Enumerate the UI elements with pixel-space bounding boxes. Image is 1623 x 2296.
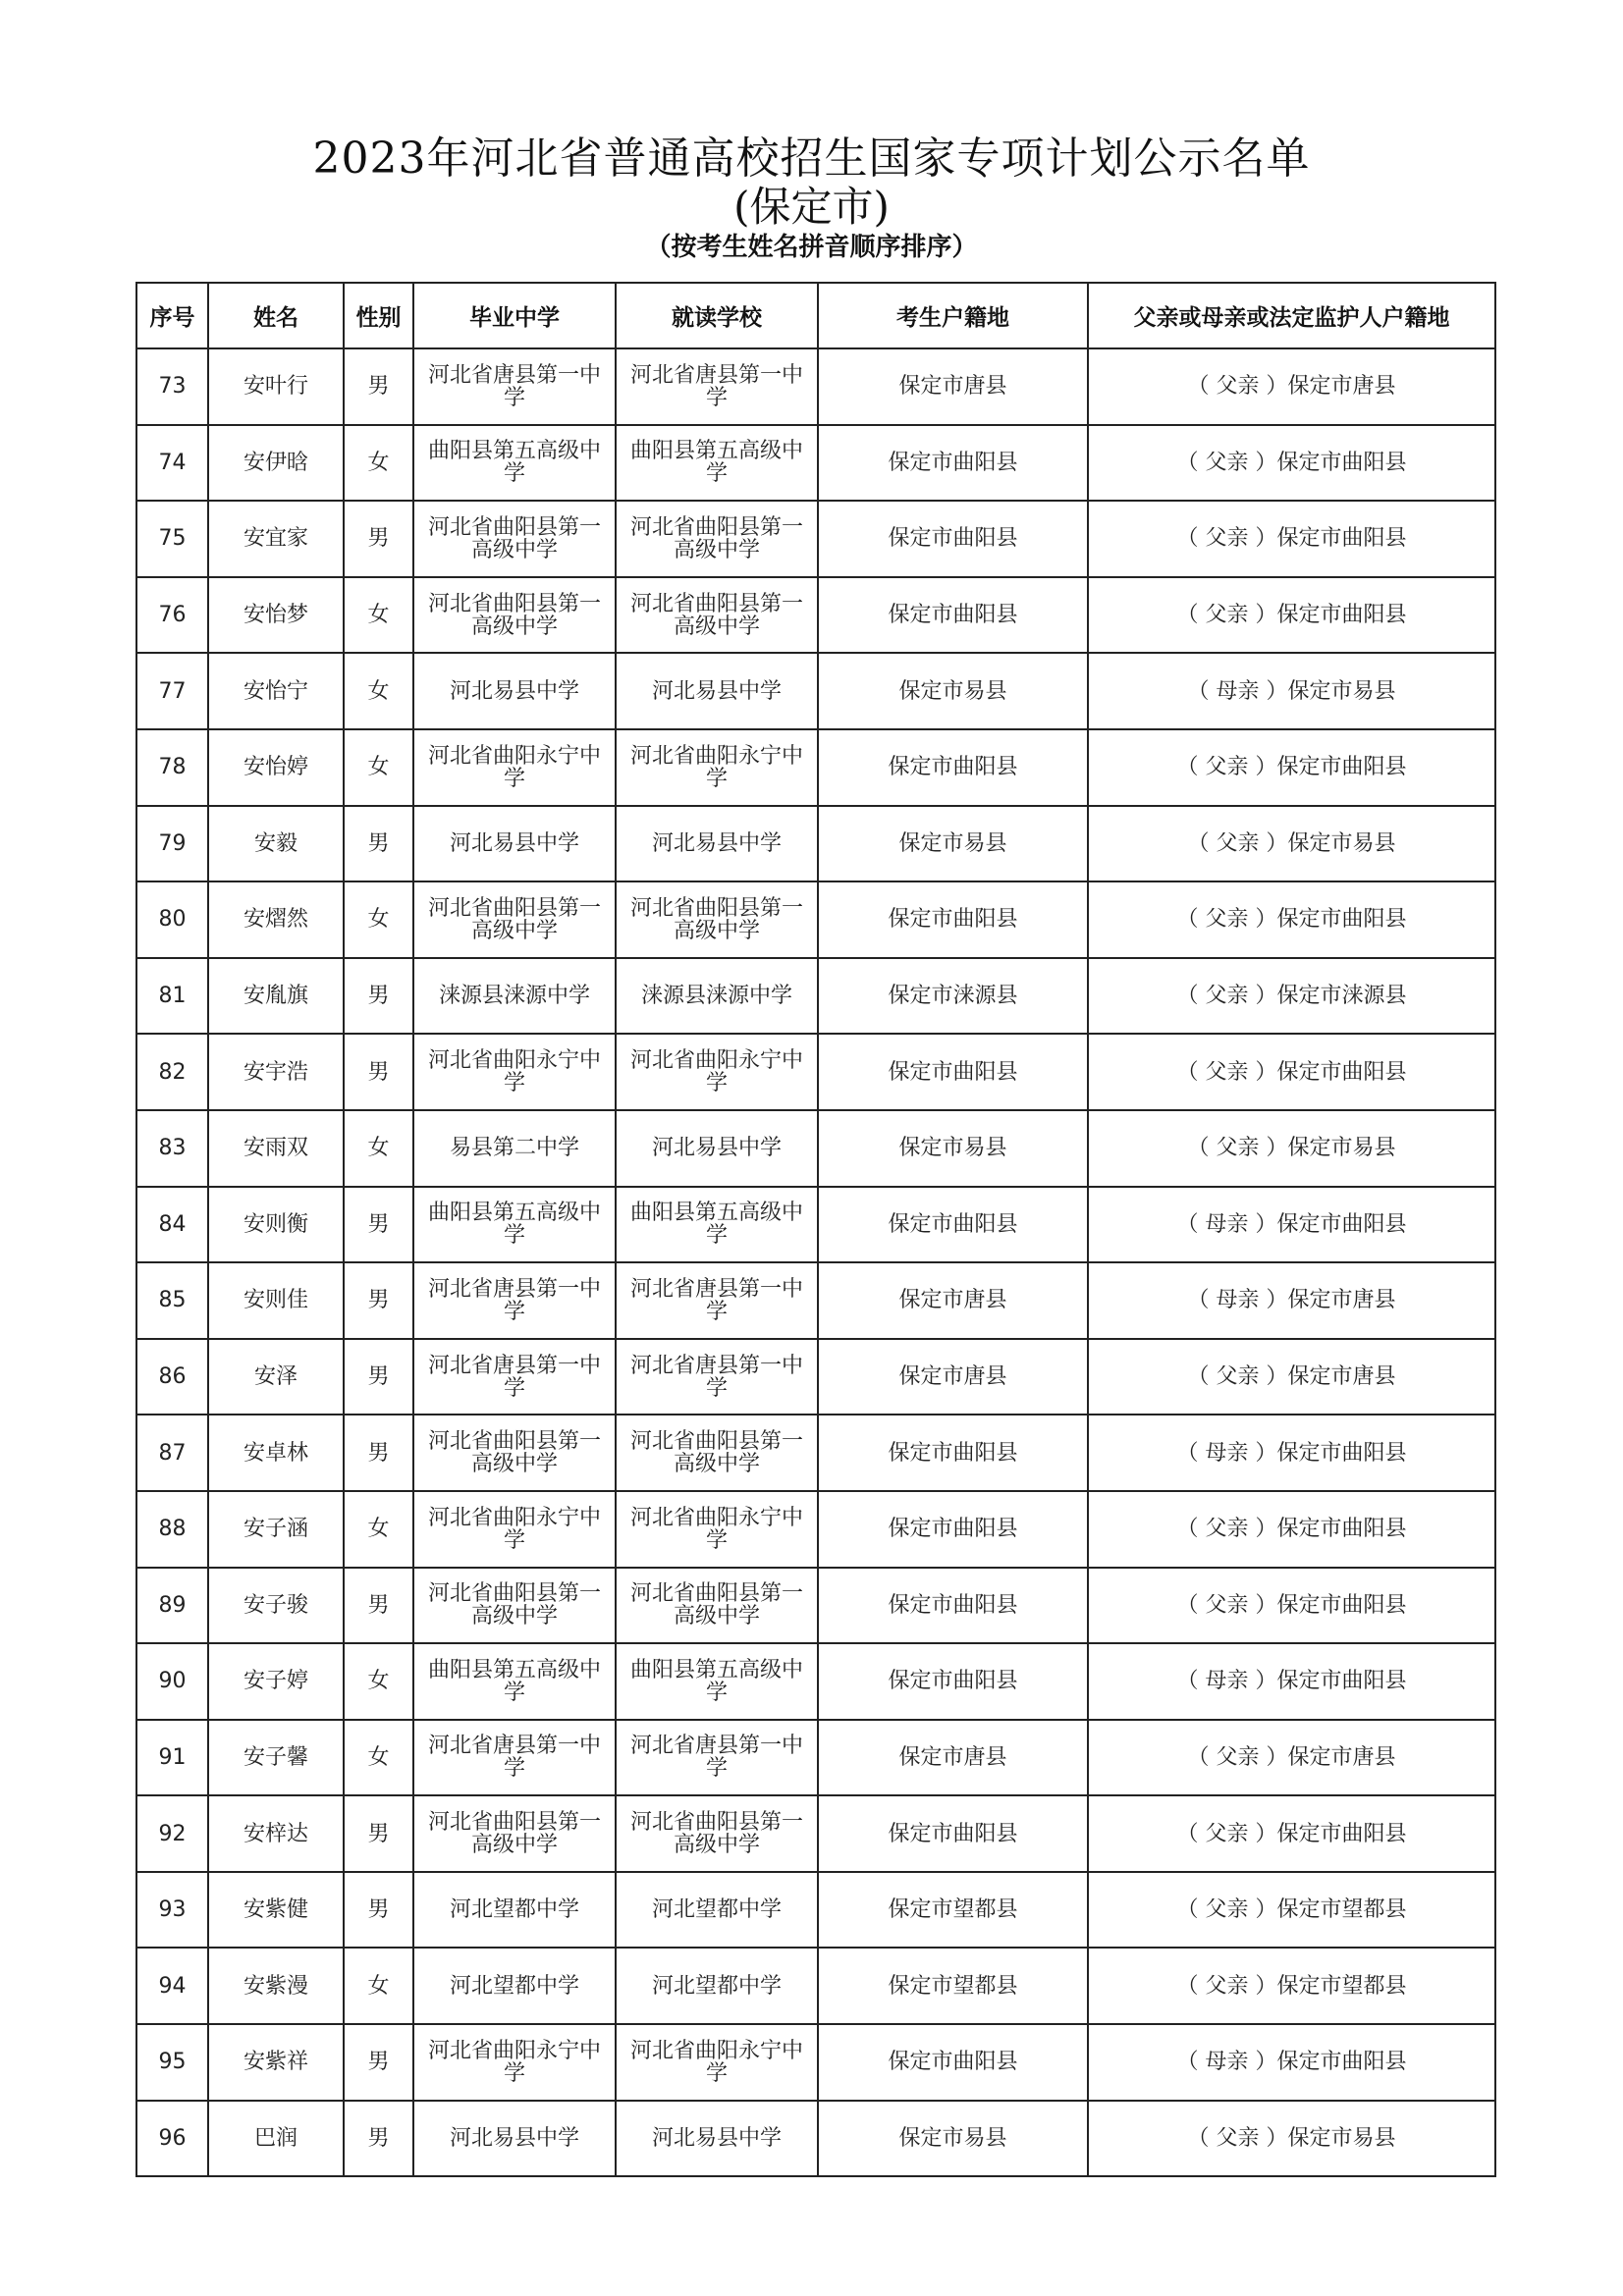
cell-current-school: [616, 1415, 818, 1491]
cell-name: 安伊晗: [208, 425, 344, 502]
cell-current-school: [616, 1568, 818, 1644]
cell-graduation-school-text: 易县第二中学: [449, 1136, 579, 1161]
cell-name: 安叶行: [208, 348, 344, 425]
cell-current-school-text: 河北易县中学: [651, 678, 782, 704]
cell-graduation-school: [413, 958, 616, 1035]
cell-graduation-school: [413, 2101, 616, 2177]
cell-graduation-school-text: 河北省曲阳县第一高级中学: [427, 1581, 601, 1629]
cell-current-school: [616, 1034, 818, 1110]
cell-graduation-school-text: 河北省唐县第一中学: [427, 1734, 601, 1782]
cell-current-school: [616, 1795, 818, 1872]
cell-current-school: [616, 1262, 818, 1339]
cell-student-hukou: 保定市涞源县: [818, 958, 1088, 1035]
table-row: [136, 501, 1495, 577]
cell-gender: 女: [344, 653, 413, 729]
cell-gender: 女: [344, 577, 413, 654]
cell-graduation-school-text: 河北望都中学: [449, 1897, 579, 1923]
cell-graduation-school: [413, 653, 616, 729]
cell-guardian-hukou: （ 父亲 ）保定市易县: [1088, 1110, 1495, 1187]
cell-index: 94: [136, 1948, 208, 2024]
cell-current-school-text: 河北省曲阳县第一高级中学: [629, 591, 803, 639]
roster-table: [135, 282, 1496, 2177]
cell-graduation-school-text: 河北省曲阳县第一高级中学: [427, 514, 601, 562]
table-row: [136, 729, 1495, 806]
cell-gender: 男: [344, 2024, 413, 2101]
cell-name: 安宜家: [208, 501, 344, 577]
cell-current-school: [616, 2024, 818, 2101]
cell-current-school-text: 河北省曲阳永宁中学: [629, 1505, 803, 1553]
cell-current-school-text: 河北省曲阳县第一高级中学: [629, 895, 803, 943]
cell-name: 安怡婷: [208, 729, 344, 806]
table-row: [136, 881, 1495, 958]
cell-gender: 男: [344, 2101, 413, 2177]
cell-graduation-school-text: 河北省唐县第一中学: [427, 1276, 601, 1324]
cell-current-school: [616, 1720, 818, 1796]
cell-student-hukou: 保定市曲阳县: [818, 729, 1088, 806]
cell-current-school-text: 河北易县中学: [651, 2125, 782, 2151]
cell-index: 78: [136, 729, 208, 806]
cell-current-school-text: 河北省曲阳永宁中学: [629, 2038, 803, 2086]
cell-guardian-hukou: （ 父亲 ）保定市曲阳县: [1088, 425, 1495, 502]
cell-student-hukou: 保定市曲阳县: [818, 1187, 1088, 1263]
cell-current-school: [616, 501, 818, 577]
cell-current-school: [616, 348, 818, 425]
cell-gender: 女: [344, 1491, 413, 1568]
cell-current-school: [616, 1872, 818, 1949]
cell-current-school-text: 河北省唐县第一中学: [629, 1276, 803, 1324]
cell-name: 安卓林: [208, 1415, 344, 1491]
cell-name: 安则衡: [208, 1187, 344, 1263]
cell-student-hukou: 保定市曲阳县: [818, 501, 1088, 577]
cell-index: 96: [136, 2101, 208, 2177]
cell-guardian-hukou: （ 母亲 ）保定市曲阳县: [1088, 1643, 1495, 1720]
table-row: [136, 2101, 1495, 2177]
table-row: [136, 1415, 1495, 1491]
cell-index: 77: [136, 653, 208, 729]
cell-name: 安怡梦: [208, 577, 344, 654]
table-row: [136, 1491, 1495, 1568]
cell-guardian-hukou: （ 父亲 ）保定市曲阳县: [1088, 577, 1495, 654]
cell-current-school: [616, 806, 818, 882]
cell-graduation-school: [413, 1415, 616, 1491]
table-row: [136, 425, 1495, 502]
cell-name: 安雨双: [208, 1110, 344, 1187]
cell-current-school-text: 河北省曲阳县第一高级中学: [629, 1581, 803, 1629]
cell-graduation-school-text: 河北省唐县第一中学: [427, 1353, 601, 1401]
table-row: [136, 1720, 1495, 1796]
cell-current-school-text: 河北省唐县第一中学: [629, 1353, 803, 1401]
cell-current-school-text: 河北易县中学: [651, 1136, 782, 1161]
cell-student-hukou: 保定市曲阳县: [818, 1491, 1088, 1568]
cell-index: 74: [136, 425, 208, 502]
cell-index: 91: [136, 1720, 208, 1796]
cell-graduation-school-text: 河北易县中学: [449, 830, 579, 856]
cell-guardian-hukou: （ 父亲 ）保定市曲阳县: [1088, 1491, 1495, 1568]
cell-student-hukou: 保定市曲阳县: [818, 1568, 1088, 1644]
cell-graduation-school: [413, 1110, 616, 1187]
cell-current-school-text: 河北省曲阳县第一高级中学: [629, 514, 803, 562]
cell-graduation-school-text: 曲阳县第五高级中学: [427, 1657, 601, 1705]
cell-graduation-school: [413, 501, 616, 577]
cell-graduation-school: [413, 729, 616, 806]
table-row: [136, 1339, 1495, 1415]
cell-gender: 男: [344, 1415, 413, 1491]
cell-guardian-hukou: （ 母亲 ）保定市曲阳县: [1088, 2024, 1495, 2101]
cell-graduation-school-text: 河北省曲阳永宁中学: [427, 743, 601, 791]
cell-index: 88: [136, 1491, 208, 1568]
cell-student-hukou: 保定市易县: [818, 806, 1088, 882]
cell-student-hukou: 保定市曲阳县: [818, 577, 1088, 654]
cell-student-hukou: 保定市易县: [818, 653, 1088, 729]
table-row: [136, 1872, 1495, 1949]
cell-index: 90: [136, 1643, 208, 1720]
cell-gender: 女: [344, 881, 413, 958]
cell-index: 83: [136, 1110, 208, 1187]
cell-gender: 男: [344, 1795, 413, 1872]
cell-student-hukou: 保定市唐县: [818, 1262, 1088, 1339]
cell-current-school-text: 河北省曲阳永宁中学: [629, 743, 803, 791]
table-header: [136, 283, 1495, 348]
cell-index: 75: [136, 501, 208, 577]
cell-graduation-school-text: 河北省曲阳县第一高级中学: [427, 895, 601, 943]
cell-guardian-hukou: （ 父亲 ）保定市曲阳县: [1088, 1034, 1495, 1110]
cell-index: 89: [136, 1568, 208, 1644]
cell-name: 安子涵: [208, 1491, 344, 1568]
cell-current-school: [616, 653, 818, 729]
cell-guardian-hukou: （ 母亲 ）保定市唐县: [1088, 1262, 1495, 1339]
header-gender: 性别: [344, 283, 413, 348]
cell-index: 79: [136, 806, 208, 882]
cell-index: 80: [136, 881, 208, 958]
cell-guardian-hukou: （ 父亲 ）保定市曲阳县: [1088, 1795, 1495, 1872]
cell-name: 安紫祥: [208, 2024, 344, 2101]
cell-guardian-hukou: （ 父亲 ）保定市望都县: [1088, 1872, 1495, 1949]
cell-name: 安子馨: [208, 1720, 344, 1796]
cell-student-hukou: 保定市唐县: [818, 1339, 1088, 1415]
cell-gender: 女: [344, 1643, 413, 1720]
cell-current-school-text: 曲阳县第五高级中学: [629, 439, 803, 487]
cell-student-hukou: 保定市易县: [818, 1110, 1088, 1187]
table-row: [136, 1034, 1495, 1110]
table-row: [136, 806, 1495, 882]
cell-name: 安怡宁: [208, 653, 344, 729]
header-guardian-hukou: 父亲或母亲或法定监护人户籍地: [1088, 283, 1495, 348]
cell-current-school: [616, 425, 818, 502]
table-row: [136, 2024, 1495, 2101]
cell-guardian-hukou: （ 母亲 ）保定市曲阳县: [1088, 1415, 1495, 1491]
cell-name: 安子婷: [208, 1643, 344, 1720]
sort-note: （按考生姓名拼音顺序排序）: [645, 233, 978, 262]
cell-graduation-school: [413, 1491, 616, 1568]
cell-gender: 男: [344, 806, 413, 882]
cell-graduation-school-text: 曲阳县第五高级中学: [427, 439, 601, 487]
table-row: [136, 1643, 1495, 1720]
cell-graduation-school: [413, 881, 616, 958]
cell-student-hukou: 保定市易县: [818, 2101, 1088, 2177]
cell-student-hukou: 保定市望都县: [818, 1872, 1088, 1949]
cell-index: 95: [136, 2024, 208, 2101]
cell-graduation-school-text: 河北省曲阳永宁中学: [427, 1505, 601, 1553]
cell-index: 87: [136, 1415, 208, 1491]
cell-graduation-school-text: 河北省曲阳永宁中学: [427, 1048, 601, 1096]
header-row: [136, 283, 1495, 348]
cell-graduation-school: [413, 1262, 616, 1339]
table-body: [136, 348, 1495, 2176]
cell-graduation-school: [413, 1568, 616, 1644]
cell-graduation-school-text: 河北省曲阳县第一高级中学: [427, 1810, 601, 1858]
cell-index: 81: [136, 958, 208, 1035]
table-row: [136, 958, 1495, 1035]
cell-graduation-school: [413, 2024, 616, 2101]
table-row: [136, 1568, 1495, 1644]
cell-guardian-hukou: （ 父亲 ）保定市曲阳县: [1088, 881, 1495, 958]
cell-current-school: [616, 729, 818, 806]
cell-guardian-hukou: （ 父亲 ）保定市唐县: [1088, 1339, 1495, 1415]
table-row: [136, 1262, 1495, 1339]
cell-current-school-text: 河北省唐县第一中学: [629, 362, 803, 410]
cell-graduation-school-text: 涞源县涞源中学: [438, 984, 590, 1009]
table-row: [136, 653, 1495, 729]
cell-index: 92: [136, 1795, 208, 1872]
cell-student-hukou: 保定市唐县: [818, 348, 1088, 425]
cell-guardian-hukou: （ 父亲 ）保定市涞源县: [1088, 958, 1495, 1035]
cell-graduation-school-text: 河北省曲阳永宁中学: [427, 2038, 601, 2086]
cell-gender: 女: [344, 425, 413, 502]
cell-index: 93: [136, 1872, 208, 1949]
cell-current-school: [616, 1643, 818, 1720]
cell-index: 84: [136, 1187, 208, 1263]
cell-current-school-text: 河北省曲阳县第一高级中学: [629, 1429, 803, 1477]
cell-guardian-hukou: （ 父亲 ）保定市曲阳县: [1088, 1568, 1495, 1644]
header-name: 姓名: [208, 283, 344, 348]
cell-current-school: [616, 1491, 818, 1568]
document-subtitle: (保定市): [733, 183, 890, 231]
cell-guardian-hukou: （ 父亲 ）保定市易县: [1088, 806, 1495, 882]
table-row: [136, 1795, 1495, 1872]
header-current-school: 就读学校: [616, 283, 818, 348]
cell-index: 82: [136, 1034, 208, 1110]
cell-graduation-school: [413, 1872, 616, 1949]
cell-current-school: [616, 2101, 818, 2177]
cell-gender: 女: [344, 729, 413, 806]
cell-guardian-hukou: （ 母亲 ）保定市易县: [1088, 653, 1495, 729]
cell-gender: 男: [344, 1339, 413, 1415]
cell-guardian-hukou: （ 父亲 ）保定市曲阳县: [1088, 501, 1495, 577]
cell-current-school: [616, 1339, 818, 1415]
cell-student-hukou: 保定市唐县: [818, 1720, 1088, 1796]
cell-gender: 男: [344, 348, 413, 425]
cell-name: 安子骏: [208, 1568, 344, 1644]
cell-name: 安泽: [208, 1339, 344, 1415]
cell-guardian-hukou: （ 父亲 ）保定市唐县: [1088, 1720, 1495, 1796]
cell-index: 73: [136, 348, 208, 425]
cell-graduation-school: [413, 1339, 616, 1415]
cell-student-hukou: 保定市望都县: [818, 1948, 1088, 2024]
cell-name: 安紫健: [208, 1872, 344, 1949]
cell-current-school: [616, 1187, 818, 1263]
cell-gender: 女: [344, 1948, 413, 2024]
cell-graduation-school-text: 河北易县中学: [449, 678, 579, 704]
cell-current-school-text: 河北望都中学: [651, 1897, 782, 1923]
table-row: [136, 1948, 1495, 2024]
cell-graduation-school: [413, 1948, 616, 2024]
cell-current-school-text: 曲阳县第五高级中学: [629, 1201, 803, 1249]
cell-current-school: [616, 1110, 818, 1187]
table-row: [136, 1110, 1495, 1187]
cell-graduation-school: [413, 1187, 616, 1263]
header-graduation-school: 毕业中学: [413, 283, 616, 348]
cell-guardian-hukou: （ 父亲 ）保定市曲阳县: [1088, 729, 1495, 806]
cell-name: 巴润: [208, 2101, 344, 2177]
cell-gender: 男: [344, 1262, 413, 1339]
cell-name: 安毅: [208, 806, 344, 882]
cell-gender: 男: [344, 1872, 413, 1949]
cell-graduation-school-text: 河北易县中学: [449, 2125, 579, 2151]
cell-gender: 男: [344, 501, 413, 577]
cell-current-school: [616, 1948, 818, 2024]
table-row: [136, 1187, 1495, 1263]
cell-current-school-text: 河北省曲阳县第一高级中学: [629, 1810, 803, 1858]
cell-current-school-text: 河北望都中学: [651, 1973, 782, 1999]
cell-gender: 女: [344, 1720, 413, 1796]
cell-current-school-text: 涞源县涞源中学: [640, 984, 792, 1009]
cell-graduation-school: [413, 348, 616, 425]
cell-current-school-text: 河北易县中学: [651, 830, 782, 856]
cell-student-hukou: 保定市曲阳县: [818, 1034, 1088, 1110]
cell-current-school: [616, 881, 818, 958]
cell-guardian-hukou: （ 母亲 ）保定市曲阳县: [1088, 1187, 1495, 1263]
table-row: [136, 577, 1495, 654]
cell-gender: 男: [344, 1187, 413, 1263]
cell-current-school: [616, 958, 818, 1035]
cell-student-hukou: 保定市曲阳县: [818, 1643, 1088, 1720]
cell-guardian-hukou: （ 父亲 ）保定市易县: [1088, 2101, 1495, 2177]
cell-student-hukou: 保定市曲阳县: [818, 1795, 1088, 1872]
cell-name: 安紫漫: [208, 1948, 344, 2024]
cell-guardian-hukou: （ 父亲 ）保定市望都县: [1088, 1948, 1495, 2024]
cell-graduation-school-text: 河北省曲阳县第一高级中学: [427, 591, 601, 639]
cell-gender: 男: [344, 1034, 413, 1110]
cell-graduation-school-text: 河北望都中学: [449, 1973, 579, 1999]
cell-name: 安梓达: [208, 1795, 344, 1872]
cell-graduation-school: [413, 577, 616, 654]
cell-student-hukou: 保定市曲阳县: [818, 425, 1088, 502]
document-title: 2023年河北省普通高校招生国家专项计划公示名单: [312, 133, 1311, 184]
cell-name: 安熠然: [208, 881, 344, 958]
cell-gender: 女: [344, 1110, 413, 1187]
cell-current-school: [616, 577, 818, 654]
cell-graduation-school-text: 曲阳县第五高级中学: [427, 1201, 601, 1249]
cell-current-school-text: 曲阳县第五高级中学: [629, 1657, 803, 1705]
cell-student-hukou: 保定市曲阳县: [818, 881, 1088, 958]
cell-graduation-school: [413, 1643, 616, 1720]
cell-graduation-school-text: 河北省曲阳县第一高级中学: [427, 1429, 601, 1477]
cell-current-school-text: 河北省唐县第一中学: [629, 1734, 803, 1782]
header-student-hukou: 考生户籍地: [818, 283, 1088, 348]
cell-student-hukou: 保定市曲阳县: [818, 2024, 1088, 2101]
cell-name: 安则佳: [208, 1262, 344, 1339]
cell-graduation-school-text: 河北省唐县第一中学: [427, 362, 601, 410]
cell-graduation-school: [413, 1720, 616, 1796]
cell-name: 安宇浩: [208, 1034, 344, 1110]
header-index: 序号: [136, 283, 208, 348]
cell-student-hukou: 保定市曲阳县: [818, 1415, 1088, 1491]
cell-graduation-school: [413, 806, 616, 882]
cell-guardian-hukou: （ 父亲 ）保定市唐县: [1088, 348, 1495, 425]
cell-index: 86: [136, 1339, 208, 1415]
cell-name: 安胤旗: [208, 958, 344, 1035]
cell-graduation-school: [413, 1795, 616, 1872]
cell-graduation-school: [413, 1034, 616, 1110]
cell-index: 85: [136, 1262, 208, 1339]
cell-gender: 男: [344, 1568, 413, 1644]
table-row: [136, 348, 1495, 425]
cell-graduation-school: [413, 425, 616, 502]
cell-gender: 男: [344, 958, 413, 1035]
cell-current-school-text: 河北省曲阳永宁中学: [629, 1048, 803, 1096]
cell-index: 76: [136, 577, 208, 654]
